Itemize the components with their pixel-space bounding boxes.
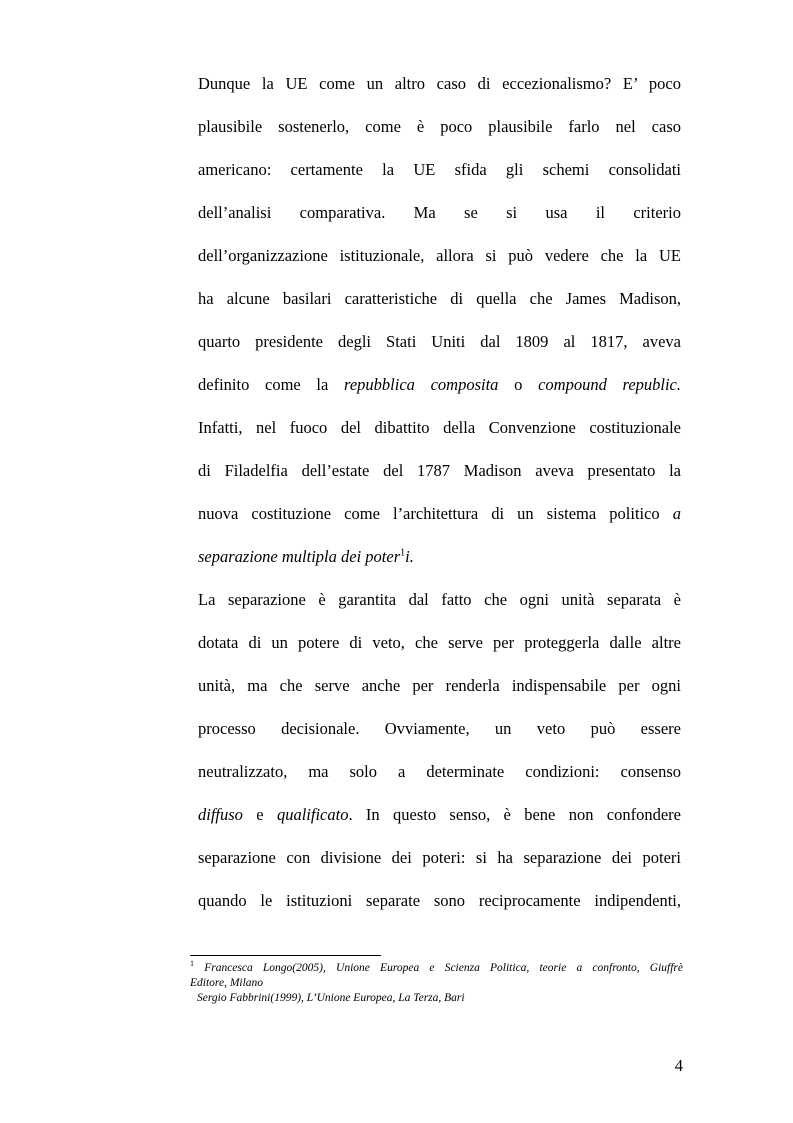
body-line: separazione con divisione dei poteri: si ha separazione dei poteri [198,848,681,867]
body-line: Infatti, nel fuoco del dibattito della Convenzione costituzionale [198,418,681,437]
body-line: neutralizzato, ma solo a determinate condizioni: consenso [198,762,681,781]
body-line [198,363,681,406]
footnote-reference[interactable]: 1 [400,547,406,559]
body-line: La separazione è garantita dal fatto che ogni unità separata è [198,590,681,609]
body-line: americano: certamente la UE sfida gli schemi consolidati [198,160,681,179]
body-line [198,535,681,578]
body-line: plausibile sostenerlo, come è poco plausibile farlo nel caso [198,117,681,136]
body-line: di Filadelfia dell’estate del 1787 Madison aveva presentato la [198,461,681,480]
italic-term: qualificato [276,805,349,824]
body-text [198,62,681,922]
italic-term: i. [405,547,414,566]
footnote-line: Editore, Milano [190,977,264,989]
italic-term: a [672,504,681,523]
page-number: 4 [674,1056,683,1075]
italic-term: separazione multipla dei poter [198,547,401,566]
text-run: definito come la [198,375,345,394]
body-line: dell’organizzazione istituzionale, allora si può vedere che la UE [198,246,681,265]
footnote-marker: 1 [190,959,194,969]
text-run: Francesca Longo(2005), Unione Europea e Scienza Politica, teorie a confronto, Giuffrè [204,962,683,974]
body-line: Dunque la UE come un altro caso di eccezionalismo? E’ poco [198,74,681,93]
body-line: processo decisionale. Ovviamente, un veto può essere [198,719,681,738]
footnote-line: Sergio Fabbrini(1999), L’Unione Europea, La Terza, Bari [197,992,465,1004]
footnotes [190,961,683,1006]
body-line: dell’analisi comparativa. Ma se si usa il criterio [198,203,681,222]
body-line: unità, ma che serve anche per renderla indispensabile per ogni [198,676,681,695]
italic-term: diffuso [198,805,243,824]
italic-term: compound republic. [538,375,682,394]
text-run: . In questo senso, è bene non confondere [348,805,682,824]
body-line: quarto presidente degli Stati Uniti dal 1809 al 1817, aveva [198,332,681,351]
text-run: e [242,805,277,824]
text-run: o [498,375,539,394]
body-line: ha alcune basilari caratteristiche di quella che James Madison, [198,289,681,308]
footnote-divider [190,955,381,956]
body-line: quando le istituzioni separate sono reciprocamente indipendenti, [198,891,681,910]
body-line [198,793,681,836]
italic-term: repubblica composita [344,375,499,394]
body-line [198,492,681,535]
footnote-line [190,961,683,976]
text-run: nuova costituzione come l’architettura di un sistema politico [198,504,673,523]
body-line: dotata di un potere di veto, che serve per proteggerla dalle altre [198,633,681,652]
